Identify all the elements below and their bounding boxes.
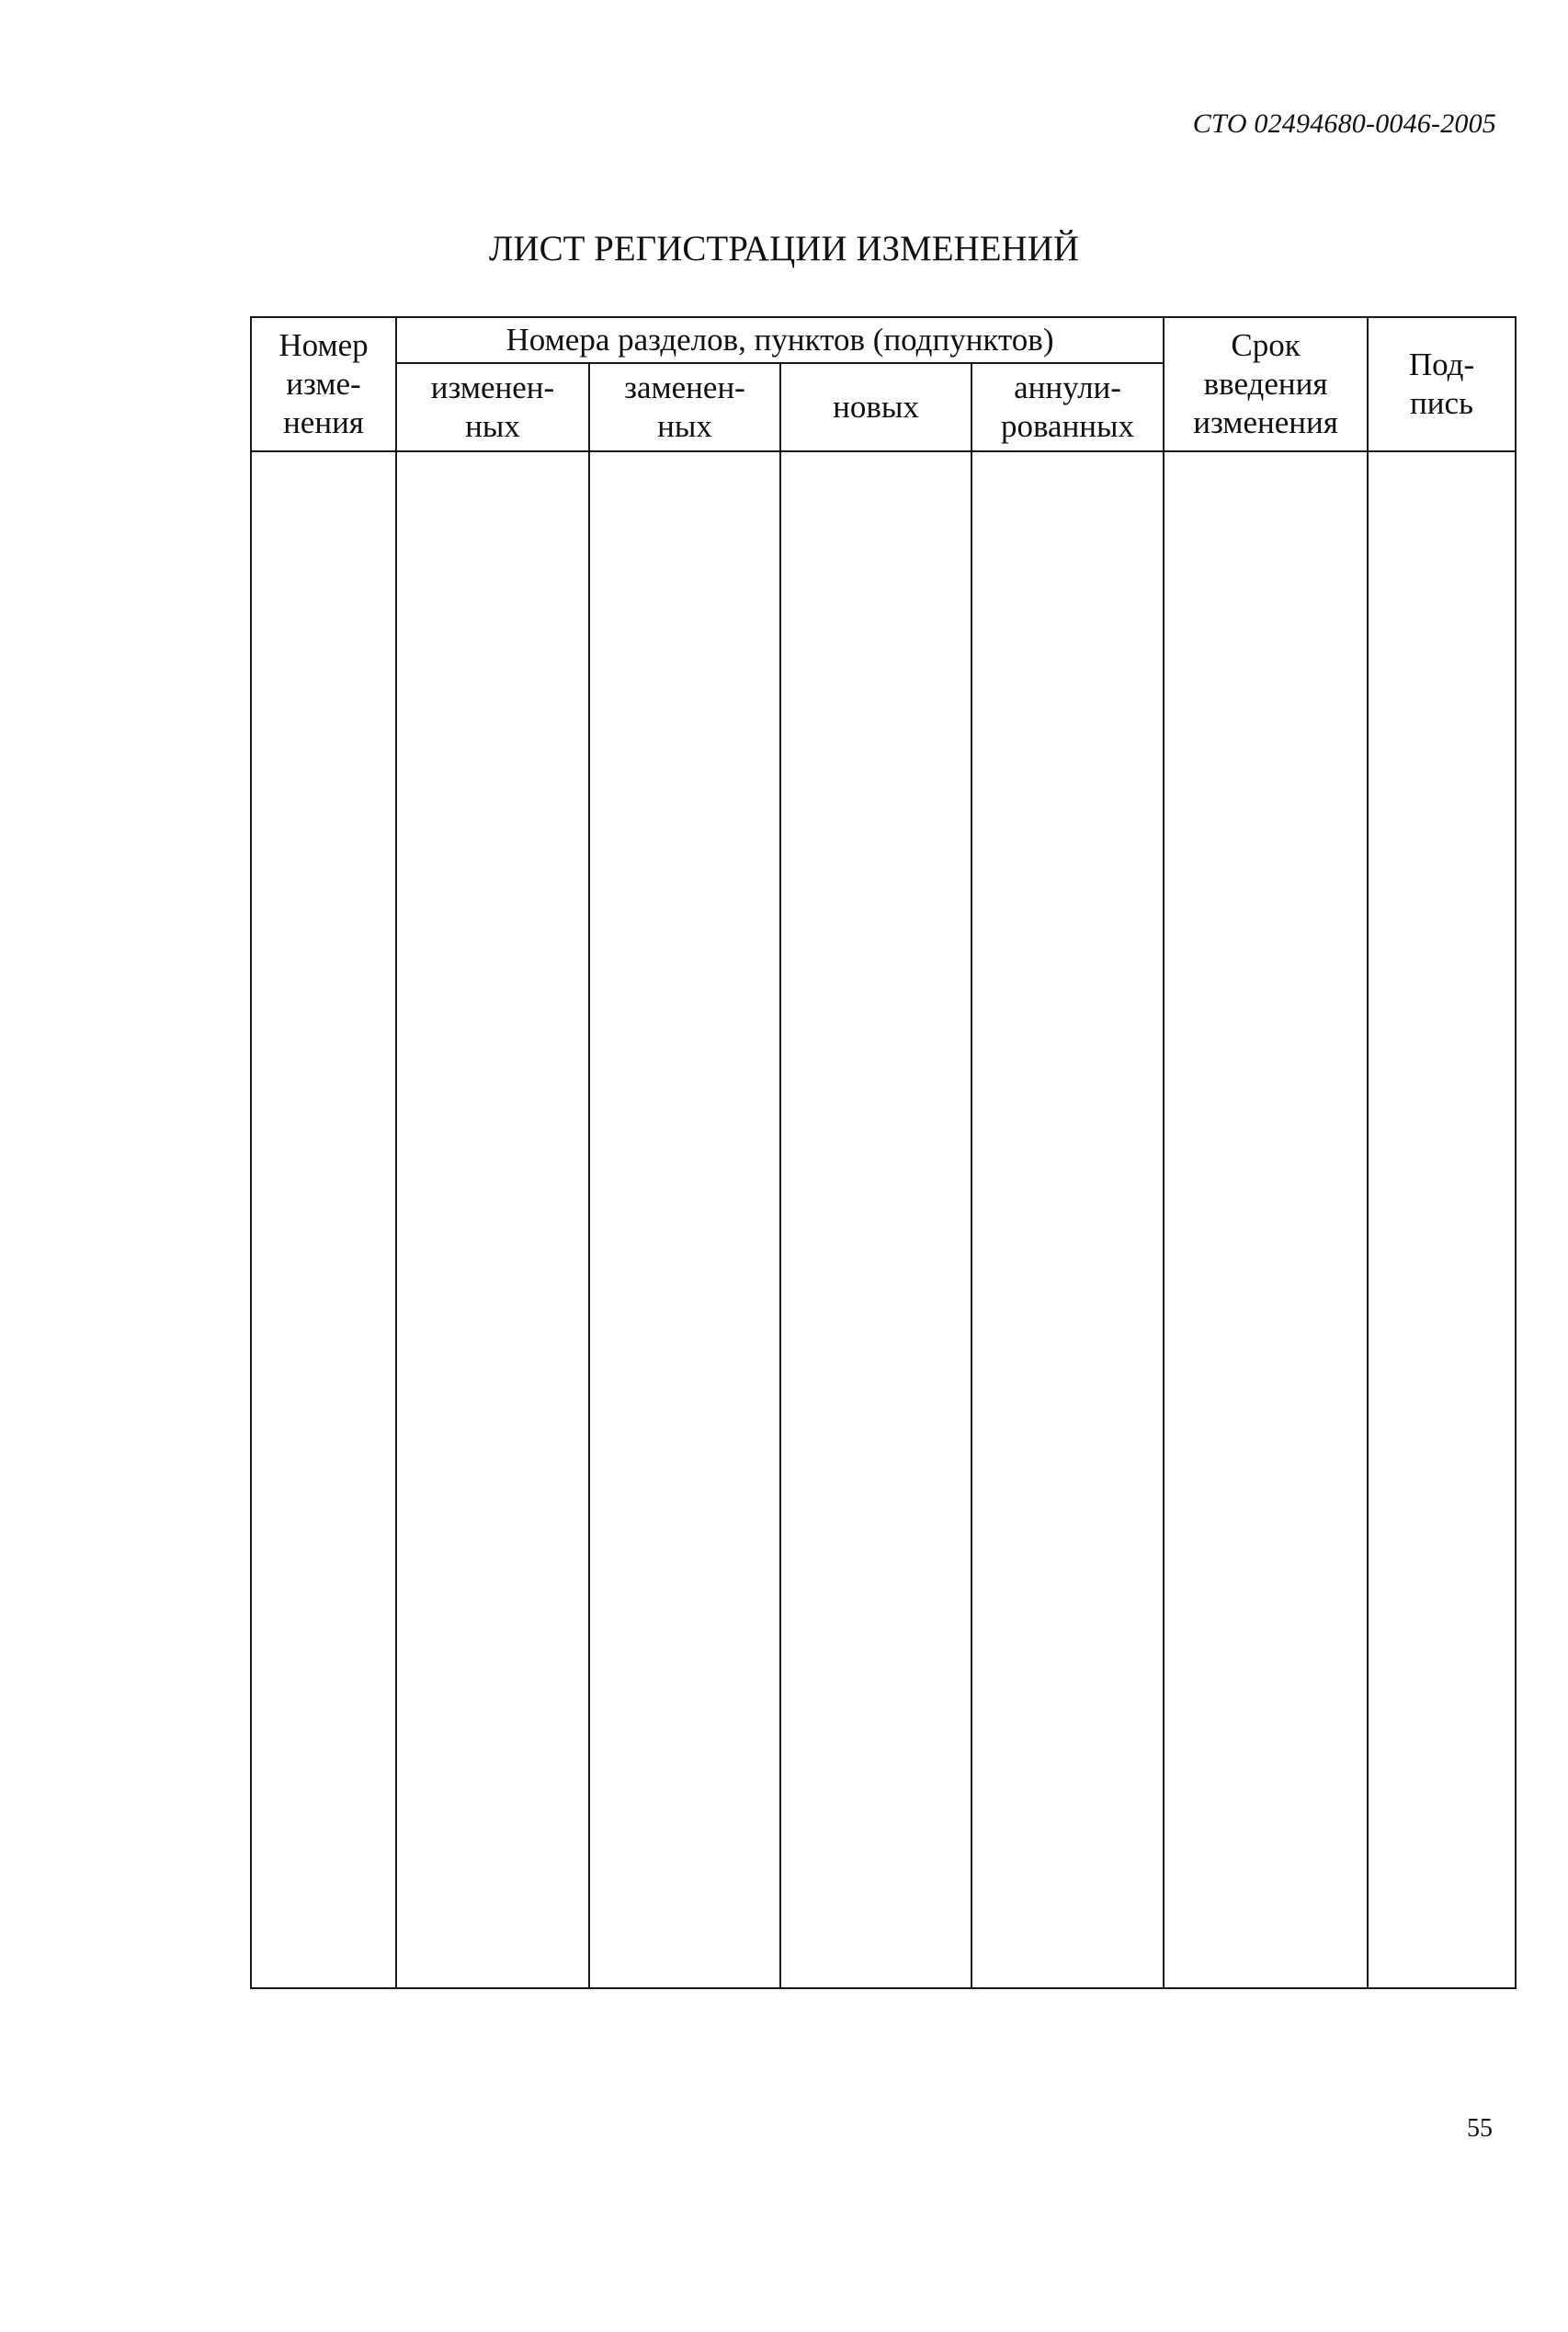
header-cancelled	[971, 363, 1164, 451]
header-change-number-line-3: нения	[283, 404, 364, 440]
cell-new	[780, 451, 971, 1988]
table-row	[251, 451, 1516, 1988]
header-section-numbers: Номера разделов, пунктов (подпунктов)	[396, 317, 1164, 363]
cell-changed	[396, 451, 589, 1988]
header-signature-line-1: Под-	[1408, 347, 1475, 382]
header-replaced-line-1: заменен-	[624, 370, 745, 405]
header-changed-line-1: изменен-	[430, 370, 555, 405]
change-registration-table	[250, 316, 1517, 1989]
document-code: СТО 02494680-0046-2005	[1192, 108, 1496, 139]
header-signature	[1368, 317, 1516, 451]
cell-signature	[1368, 451, 1516, 1988]
header-change-number-line-1: Номер	[278, 327, 369, 363]
header-cancelled-line-1: аннули-	[1014, 370, 1121, 405]
header-change-number-line-2: изме-	[286, 366, 361, 402]
cell-term	[1164, 451, 1368, 1988]
header-changed	[396, 363, 589, 451]
cell-replaced	[589, 451, 780, 1988]
header-term	[1164, 317, 1368, 451]
header-signature-line-2: пись	[1410, 385, 1474, 421]
header-term-line-2: введения	[1203, 366, 1328, 402]
cell-change-number	[251, 451, 396, 1988]
header-change-number	[251, 317, 396, 451]
header-cancelled-line-2: рованных	[1000, 408, 1135, 444]
cell-cancelled	[971, 451, 1164, 1988]
header-new	[780, 363, 971, 451]
header-term-line-3: изменения	[1193, 404, 1338, 440]
header-replaced-line-2: ных	[657, 408, 712, 444]
header-term-line-1: Срок	[1231, 327, 1301, 363]
page-title: ЛИСТ РЕГИСТРАЦИИ ИЗМЕНЕНИЙ	[488, 229, 1080, 268]
page-number: 55	[1467, 2114, 1493, 2143]
header-new-line-1: новых	[833, 389, 919, 425]
header-changed-line-2: ных	[465, 408, 520, 444]
header-replaced	[589, 363, 780, 451]
